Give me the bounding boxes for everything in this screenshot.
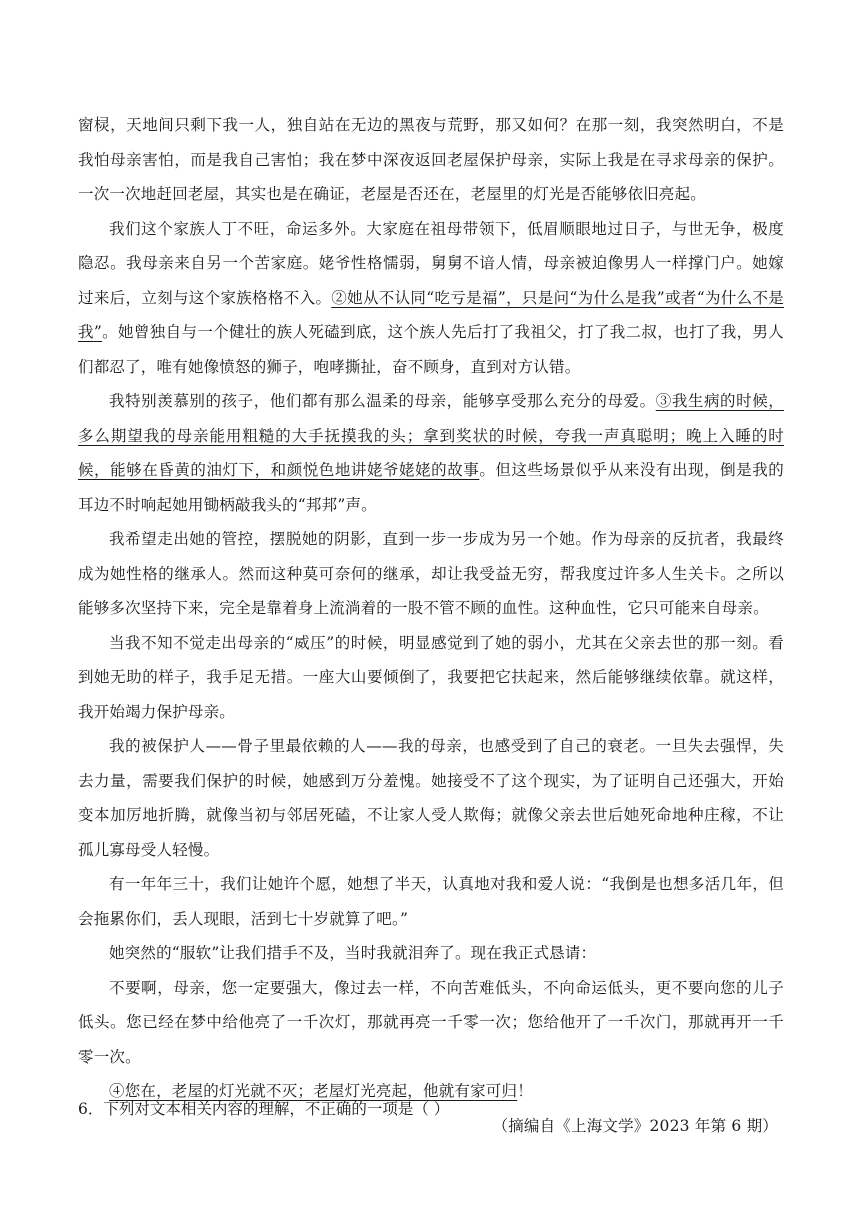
paragraph-8: 不要啊，母亲，您一定要强大，像过去一样，不向苦难低头，不向命运低头，更不要向您的儿子低头。您已经在梦中给他亮了一千次灯，那就再亮一千零一次；您给他开了一千次门，那就再开一千零一次。: [78, 978, 784, 1066]
underlined-sentence-2: ②她从不认同“吃亏是福”，只是问“为什么是我”或者“为什么不是我”: [78, 288, 784, 341]
paragraph-1-text-b: 。她曾独自与一个健壮的族人死磕到底，这个族人先后打了我祖父，打了我二叔，也打了我，男人们都忍了，唯有她像愤怒的狮子，咆哮撕扯，奋不顾身，直到对方认错。: [78, 323, 785, 376]
underlined-sentence-3: ③我生病的时候，多么期望我的母亲能用粗糙的大手抚摸我的头；拿到奖状的时候，夸我一声真聪明；晚上入睡的时候，能够在昏黄的油灯下，和颜悦色地讲姥爷姥姥的故事: [78, 392, 784, 479]
paragraph-2-text-a: 我特别羡慕别的孩子，他们都有那么温柔的母亲，能够享受那么充分的母爱。: [109, 392, 656, 410]
paragraph-3: 我希望走出她的管控，摆脱她的阴影，直到一步一步成为另一个她。作为母亲的反抗者，我最终成为她性格的继承人。然而这种莫可奈何的继承，却让我受益无穷，帮我度过许多人生关卡。之所以能够多次坚持下来，完全是靠着身上流淌着的一股不管不顾的血性。这种血性，它只可能来自母亲。: [78, 530, 784, 617]
paragraph-6: 有一年年三十，我们让她许个愿，她想了半天，认真地对我和爱人说：“我倒是也想多活几年，但会拖累你们，丢人现眼，活到七十岁就算了吧。”: [78, 875, 784, 928]
paragraph-5: 我的被保护人——骨子里最依赖的人——我的母亲，也感受到了自己的衰老。一旦失去强悍，失去力量，需要我们保护的时候，她感到万分羞愧。她接受不了这个现实，为了证明自己还强大，开始变本加厉地折腾，就像当初与邻居死磕，不让家人受人欺侮；就像父亲去世后她死命地种庄稼，不让孤儿寡母受人轻慢。: [78, 737, 784, 859]
paragraph-2: [78, 384, 784, 522]
source-citation: （摘编自《上海文学》2023 年第 6 期）: [492, 1116, 778, 1135]
paragraph-2-text-b: 。但这些场景似乎从来没有出现，倒是我的耳边不时响起她用锄柄敲我头的“邦邦”声。: [78, 461, 784, 514]
paragraph-7: 她突然的“服软”让我们措手不及，当时我就泪奔了。现在我正式恳请：: [109, 944, 597, 962]
paragraph-9-text-b: ！: [517, 1082, 533, 1100]
paragraph-0: 窗棂，天地间只剩下我一人，独自站在无边的黑夜与荒野，那又如何？在那一刻，我突然明白，不是我怕母亲害怕，而是我自己害怕；我在梦中深夜返回老屋保护母亲，实际上我是在寻求母亲的保护。一次一次地赶回老屋，其实也是在确证，老屋是否还在，老屋里的灯光是否能够依旧亮起。: [78, 116, 784, 203]
article-body: [78, 108, 784, 1143]
paragraph-1: [78, 212, 784, 385]
paragraph-1-text-a: 我们这个家族人丁不旺，命运多外。大家庭在祖母带领下，低眉顺眼地过日子，与世无争，极度隐忍。我母亲来自另一个苦家庭。姥爷性格懦弱，舅舅不谙人情，母亲被迫像男人一样撑门户。她嫁过来后，立刻与这个家族格格不入。: [78, 219, 784, 307]
question-6: 6．下列对文本相关内容的理解，不正确的一项是（ ）: [78, 1100, 450, 1118]
underlined-sentence-4: ④您在，老屋的灯光就不灭；老屋灯光亮起，他就有家可归: [109, 1082, 518, 1100]
paragraph-4: 当我不知不觉走出母亲的“威压”的时候，明显感觉到了她的弱小，尤其在父亲去世的那一刻。看到她无助的样子，我手足无措。一座大山要倾倒了，我要把它扶起来，然后能够继续依靠。就这样，我开始竭力保护母亲。: [78, 633, 784, 721]
